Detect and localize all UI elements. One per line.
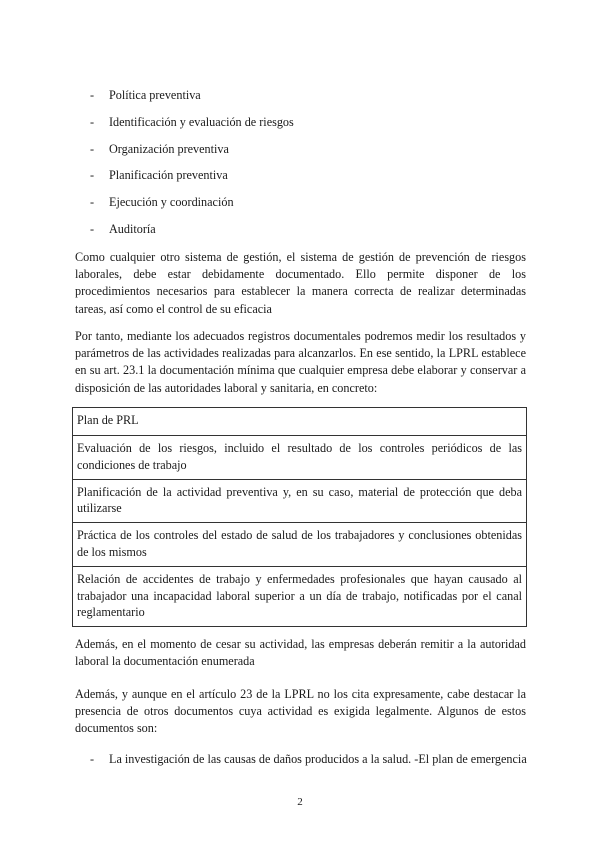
page-number: 2 — [297, 796, 303, 808]
list-item — [90, 86, 530, 113]
table-cell: Plan de PRL — [73, 408, 527, 436]
table-row — [73, 566, 527, 626]
table-cell: Evaluación de los riesgos, incluido el resultado de los controles periódicos de las condiciones de trabajo — [73, 436, 527, 480]
list-item-text: Política preventiva — [109, 88, 201, 102]
bullet-list — [90, 86, 530, 247]
table-cell: Relación de accidentes de trabajo y enfermedades profesionales que hayan causado al trabajador una incapacidad laboral superior a un día de trabajo, notificadas por el canal reglamentario — [73, 566, 527, 626]
table-row — [73, 436, 527, 480]
list-item-text: Ejecución y coordinación — [109, 195, 234, 210]
list-item — [90, 113, 530, 140]
paragraph-minimum-documentation: Por tanto, mediante los adecuados registros documentales podremos medir los resultados y parámetros de las actividades realizadas para alcanzarlos. En ese sentido, la LPRL establece en su art. 23.1 la documentación mínima que cualquier empresa debe elaborar y conservar a disposición de las autoridades laboral y sanitaria, en concreto: — [75, 329, 526, 395]
bullet-marker: - — [90, 114, 95, 129]
required-documents-table — [72, 407, 527, 627]
list-item-text: La investigación de las causas de daños producidos a la salud. -El plan de emergencia — [109, 752, 527, 766]
paragraph-cessation: Además, en el momento de cesar su actividad, las empresas deberán remitir a la autoridad laboral la documentación enumerada — [75, 637, 526, 669]
list-item — [90, 750, 540, 768]
table-row — [73, 479, 527, 523]
paragraph-other-documents: Además, y aunque en el artículo 23 de la LPRL no los cita expresamente, cabe destacar la presencia de otros documentos cuya actividad es exigida legalmente. Algunos de estos documentos son: — [75, 687, 526, 736]
list-item — [90, 220, 530, 247]
bullet-marker: - — [90, 221, 95, 236]
list-item — [90, 193, 530, 220]
bullet-marker: - — [90, 752, 95, 766]
list-item — [90, 166, 530, 193]
list-item-text: Identificación y evaluación de riesgos — [109, 114, 294, 129]
bullet-marker: - — [90, 88, 95, 102]
list-item-text: Organización preventiva — [109, 141, 229, 156]
table-cell: Planificación de la actividad preventiva y, en su caso, material de protección que deba utilizarse — [73, 479, 527, 523]
list-item-text: Planificación preventiva — [109, 168, 228, 183]
list-item-text: Auditoría — [109, 221, 156, 236]
paragraph-documentation-intro: Como cualquier otro sistema de gestión, el sistema de gestión de prevención de riesgos laborales, debe estar debidamente documentado. Ello permite disponer de los procedimientos necesarios para establecer la manera correcta de realizar determinadas tareas, así como el control de su eficacia — [75, 250, 526, 316]
table-cell: Práctica de los controles del estado de salud de los trabajadores y conclusiones obtenidas de los mismos — [73, 523, 527, 567]
list-item — [90, 140, 530, 167]
table-row — [73, 523, 527, 567]
table-row — [73, 408, 527, 436]
bullet-marker: - — [90, 141, 95, 156]
bullet-marker: - — [90, 168, 95, 183]
bullet-marker: - — [90, 195, 95, 210]
